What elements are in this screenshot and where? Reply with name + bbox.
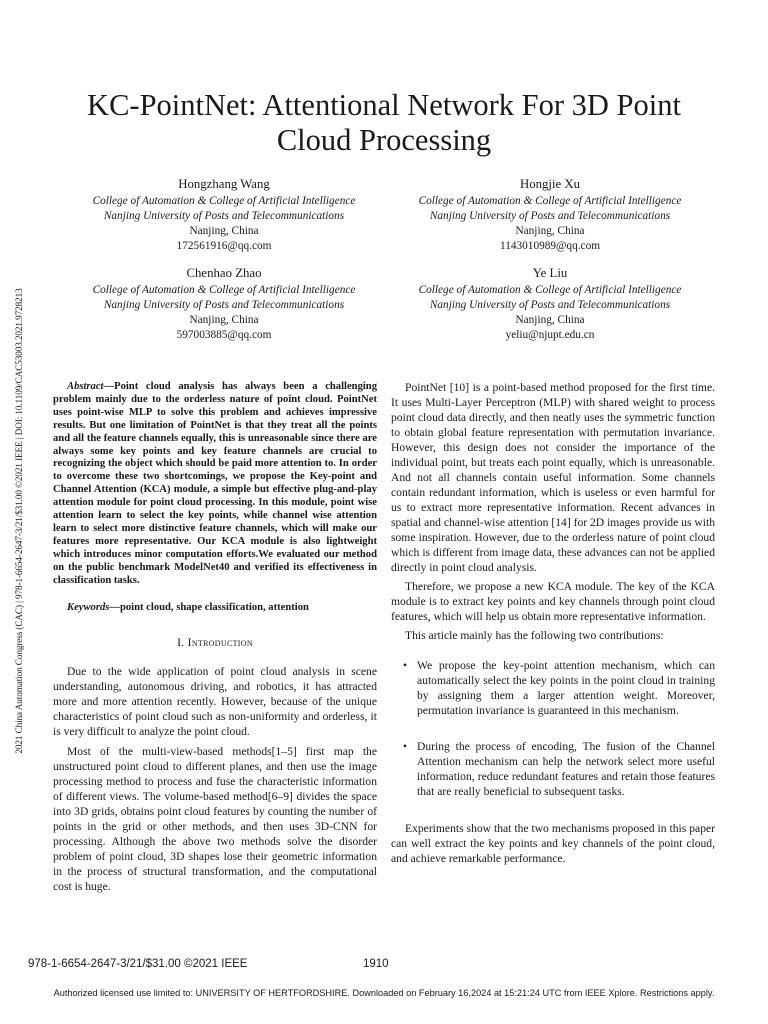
keywords-text: —point cloud, shape classification, attention [109,601,309,613]
author-city: Nanjing, China [515,314,585,326]
author-name: Chenhao Zhao [186,266,262,280]
paragraph: This article mainly has the following two contributions: [405,629,664,642]
bullet-icon: • [403,740,408,753]
conference-sidebar: 2021 China Automation Congress (CAC) | 978-1-6654-2647-3/21/$31.00 ©2021 IEEE | DOI: 10.1109/CAC53003.2021.9728213 [14,288,24,754]
author-affiliation: College of Automation & College of Artificial Intelligence [92,195,356,207]
author-block-1 [64,177,384,254]
author-name: Hongjie Xu [519,177,581,191]
title-line-1: KC-PointNet: Attentional Network For 3D Point [87,88,681,122]
section-heading-introduction [53,635,377,650]
author-affiliation: Nanjing University of Posts and Telecommunications [429,299,671,311]
paragraph: Due to the wide application of point cloud analysis in scene understanding, autonomous driving, and robotics, it has attracted more and more attention recently. However, because of the unique characteristics of point cloud such as non-uniformity and orderless, it is very difficult to analyze the point cloud. [53,664,377,738]
paragraph: PointNet [10] is a point-based method proposed for the first time. It uses Multi-Layer Perceptron (MLP) with shared weight to process point cloud data directly, and then neatly uses the symmetric function to obtain global feature representation with permutation invariance. However, this design does not consider the importance of the individual point, but treats each point equally, which is unreasonable. And not all channels contain useful information. Some channels contain redundant information, which is useless or even harmful for us to extract more representative information. Recent advances in spatial and channel-wise attention [14] for 2D images provide us with some inspiration. However, due to the orderless nature of point cloud which is different from image data, these advances can not be applied directly in point cloud analysis. [391,381,715,574]
list-item [391,739,715,799]
title-line-2: Cloud Processing [276,123,492,157]
paper-title [0,88,768,158]
abstract [53,381,377,588]
keywords [53,600,377,615]
author-name: Ye Liu [532,266,568,280]
paragraph: Therefore, we propose a new KCA module. The key of the KCA module is to extract key points and key channels through point cloud features, which will help us obtain more representative information. [391,580,715,623]
paragraph: Most of the multi-view-based methods[1–5] first map the unstructured point cloud to different planes, and then use the image processing method to process and fuse the characteristic information of different views. The volume-based method[6–9] divides the space into 3D grids, obtains point cloud features by counting the number of points in the grid or other methods, and then uses 3D-CNN for processing. Although the above two methods solve the disorder problem of point cloud, 3D shapes lose their geometric information in the process of structural transformation, and the computational cost is huge. [53,744,377,893]
section-numeral: I. [177,635,188,649]
abstract-text: —Point cloud analysis has always been a challenging problem mainly due to the orderless nature of point cloud. PointNet uses point-wise MLP to solve this problem and achieves impressive results. But one limitation of PointNet is that they treat all the points and all the feature channels equally, this is unreasonable since there are always some key points and key feature channels are crucial to recognizing the object which should be paid more attention to. In order to overcome these two shortcomings, we propose the Key-point and Channel Attention (KCA) module, a simple but effective plug-and-play attention module for point cloud processing. In this module, point wise attention learn to select the key points, while channel wise attention learn to select more distinctive feature channels, which will make our features more representative. Our KCA module is also lightweight which introduces minor computation efforts.We evaluated our method on the public benchmark ModelNet40 and verified its effectiveness in classification tasks. [53,381,377,586]
author-affiliation: College of Automation & College of Artificial Intelligence [418,195,682,207]
author-block-3 [64,266,384,343]
author-city: Nanjing, China [515,225,585,237]
author-city: Nanjing, China [189,225,259,237]
author-block-4 [390,266,710,343]
footer-isbn: 978-1-6654-2647-3/21/$31.00 ©2021 IEEE [28,958,248,970]
abstract-label: Abstract [67,381,104,392]
author-affiliation: Nanjing University of Posts and Telecommunications [103,299,345,311]
keywords-label: Keywords [67,601,110,613]
author-block-2 [390,177,710,254]
author-email[interactable]: 172561916@qq.com [176,240,272,252]
author-affiliation: Nanjing University of Posts and Telecommunications [429,210,671,222]
contributions-list [391,658,715,799]
bullet-icon: • [403,659,408,672]
page-number: 1910 [363,958,389,970]
author-affiliation: College of Automation & College of Artificial Intelligence [418,284,682,296]
paragraph: Experiments show that the two mechanisms proposed in this paper can well extract the key points and key channels of the point cloud, and achieve remarkable performance. [391,822,715,865]
author-email[interactable]: yeliu@njupt.edu.cn [505,329,595,341]
author-email[interactable]: 597003885@qq.com [176,329,272,341]
list-item-text: During the process of encoding, The fusion of the Channel Attention mechanism can help the network select more useful information, reduce redundant features and retain those features that are really beneficial to subsequent tasks. [417,740,715,798]
left-column [53,381,377,894]
author-email[interactable]: 1143010989@qq.com [499,240,601,252]
author-affiliation: Nanjing University of Posts and Telecommunications [103,210,345,222]
list-item-text: We propose the key-point attention mechanism, which can automatically select the key points in the point cloud in training by assigning them a larger attention weight. Moreover, permutation invariance is guaranteed in this mechanism. [417,659,715,717]
author-name: Hongzhang Wang [178,177,270,191]
section-title: Introduction [187,635,253,649]
author-city: Nanjing, China [189,314,259,326]
right-column [391,380,715,866]
license-notice: Authorized licensed use limited to: UNIVERSITY OF HERTFORDSHIRE. Downloaded on February 16,2024 at 15:21:24 UTC from IEEE Xplore. Restrictions apply. [53,988,715,998]
author-affiliation: College of Automation & College of Artificial Intelligence [92,284,356,296]
list-item [391,658,715,718]
